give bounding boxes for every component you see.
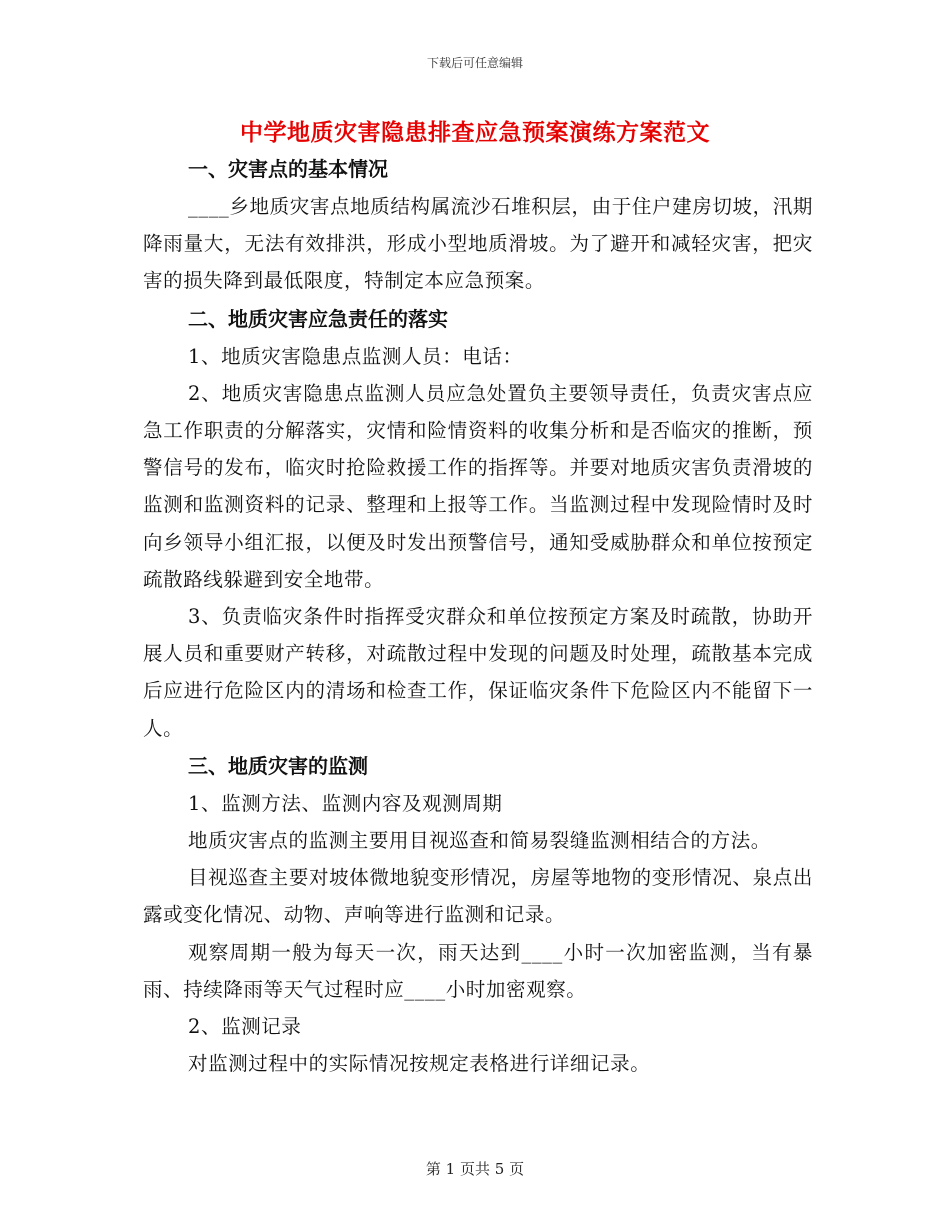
paragraph: 2、地质灾害隐患点监测人员应急处置负主要领导责任，负责灾害点应急工作职责的分解落实，灾情和险情资料的收集分析和是否临灾的推断，预警信号的发布，临灾时抢险救援工作的指挥等。并要对地质灾害负责滑坡的监测和监测资料的记录、整理和上报等工作。当监测过程中发现险情时及时向乡领导小组汇报，以便及时发出预警信号，通知受威胁群众和单位按预定疏散路线躲避到安全地带。 — [143, 381, 813, 591]
paragraph: ____乡地质灾害点地质结构属流沙石堆积层，由于住户建房切坡，汛期降雨量大，无法有效排洪，形成小型地质滑坡。为了避开和减轻灾害，把灾害的损失降到最低限度，特制定本应急预案。 — [143, 195, 813, 293]
section-heading-1: 一、灾害点的基本情况 — [188, 157, 388, 181]
page-footer: 第 1 页共 5 页 — [425, 1160, 525, 1178]
section-heading-2: 二、地质灾害应急责任的落实 — [188, 306, 448, 331]
header-note: 下载后可任意编辑 — [426, 56, 523, 70]
document-title: 中学地质灾害隐患排查应急预案演练方案范文 — [240, 120, 710, 146]
paragraph: 目视巡查主要对坡体微地貌变形情况，房屋等地物的变形情况、泉点出露或变化情况、动物、声响等进行监测和记录。 — [143, 866, 813, 927]
paragraph: 地质灾害点的监测主要用目视巡查和简易裂缝监测相结合的方法。 — [188, 829, 771, 853]
document-body — [143, 150, 813, 1082]
paragraph: 2、监测记录 — [188, 1015, 302, 1039]
section-heading-3: 三、地质灾害的监测 — [188, 753, 368, 778]
paragraph: 1、地质灾害隐患点监测人员：电话： — [188, 344, 523, 368]
paragraph: 1、监测方法、监测内容及观测周期 — [188, 791, 503, 815]
paragraph: 观察周期一般为每天一次，雨天达到____小时一次加密监测，当有暴雨、持续降雨等天气过程时应____小时加密观察。 — [143, 940, 813, 1001]
paragraph: 3、负责临灾条件时指挥受灾群众和单位按预定方案及时疏散，协助开展人员和重要财产转移，对疏散过程中发现的问题及时处理，疏散基本完成后应进行危险区内的清场和检查工作，保证临灾条件下危险区内不能留下一人。 — [143, 605, 813, 740]
paragraph: 对监测过程中的实际情况按规定表格进行详细记录。 — [188, 1052, 651, 1076]
